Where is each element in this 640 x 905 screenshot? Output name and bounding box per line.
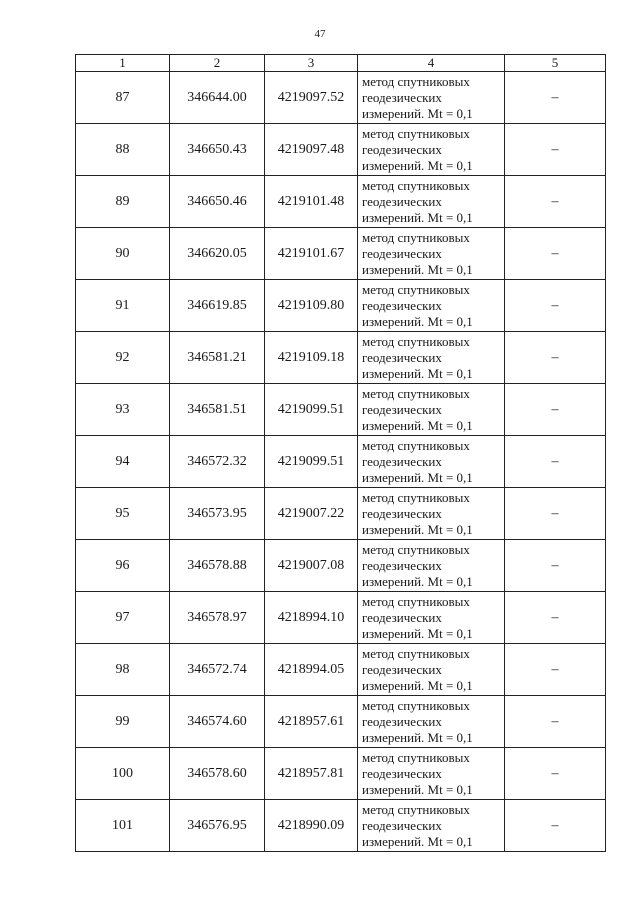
table-header [76,55,606,72]
method-line: геодезических [362,713,442,729]
method-line: измерений. Mt = 0,1 [362,365,473,381]
x-coordinate-cell: 346620.05 [170,228,265,280]
method-cell [358,644,505,696]
method-cell [358,592,505,644]
method-line: геодезических [362,89,442,105]
method-line: геодезических [362,245,442,261]
point-number-cell: 95 [76,488,170,540]
point-number-cell: 88 [76,124,170,176]
note-cell: – [505,384,606,436]
method-line: измерений. Mt = 0,1 [362,833,473,849]
x-coordinate-cell: 346574.60 [170,696,265,748]
method-cell [358,748,505,800]
x-coordinate-cell: 346619.85 [170,280,265,332]
method-line: геодезических [362,557,442,573]
method-line: измерений. Mt = 0,1 [362,209,473,225]
point-number-cell: 92 [76,332,170,384]
note-cell: – [505,644,606,696]
header-col-5: 5 [505,55,606,72]
method-line: метод спутниковых [362,801,470,817]
y-coordinate-cell: 4219109.80 [265,280,358,332]
note-cell: – [505,696,606,748]
point-number-cell: 93 [76,384,170,436]
method-line: метод спутниковых [362,125,470,141]
point-number-cell: 94 [76,436,170,488]
method-line: измерений. Mt = 0,1 [362,521,473,537]
y-coordinate-cell: 4218957.81 [265,748,358,800]
note-cell: – [505,540,606,592]
x-coordinate-cell: 346650.43 [170,124,265,176]
table-row [76,280,606,332]
y-coordinate-cell: 4219097.52 [265,72,358,124]
method-cell [358,280,505,332]
y-coordinate-cell: 4218957.61 [265,696,358,748]
point-number-cell: 89 [76,176,170,228]
x-coordinate-cell: 346572.74 [170,644,265,696]
method-cell [358,228,505,280]
note-cell: – [505,280,606,332]
coordinates-table [75,54,606,852]
method-line: метод спутниковых [362,281,470,297]
table-row [76,592,606,644]
method-line: геодезических [362,297,442,313]
table-row [76,72,606,124]
method-line: метод спутниковых [362,697,470,713]
y-coordinate-cell: 4218990.09 [265,800,358,852]
method-cell [358,384,505,436]
point-number-cell: 91 [76,280,170,332]
method-line: геодезических [362,453,442,469]
method-line: метод спутниковых [362,593,470,609]
x-coordinate-cell: 346576.95 [170,800,265,852]
table-row [76,800,606,852]
header-col-1: 1 [76,55,170,72]
table-row [76,332,606,384]
x-coordinate-cell: 346581.21 [170,332,265,384]
x-coordinate-cell: 346573.95 [170,488,265,540]
note-cell: – [505,124,606,176]
x-coordinate-cell: 346581.51 [170,384,265,436]
note-cell: – [505,332,606,384]
y-coordinate-cell: 4219109.18 [265,332,358,384]
table-row [76,176,606,228]
header-col-4: 4 [358,55,505,72]
method-line: метод спутниковых [362,177,470,193]
method-line: геодезических [362,505,442,521]
table-row [76,644,606,696]
point-number-cell: 90 [76,228,170,280]
method-line: измерений. Mt = 0,1 [362,157,473,173]
method-line: измерений. Mt = 0,1 [362,417,473,433]
y-coordinate-cell: 4219097.48 [265,124,358,176]
method-line: геодезических [362,817,442,833]
method-cell [358,800,505,852]
method-line: измерений. Mt = 0,1 [362,625,473,641]
point-number-cell: 97 [76,592,170,644]
method-line: измерений. Mt = 0,1 [362,261,473,277]
point-number-cell: 96 [76,540,170,592]
x-coordinate-cell: 346572.32 [170,436,265,488]
x-coordinate-cell: 346578.88 [170,540,265,592]
x-coordinate-cell: 346650.46 [170,176,265,228]
y-coordinate-cell: 4218994.05 [265,644,358,696]
y-coordinate-cell: 4219101.67 [265,228,358,280]
method-line: метод спутниковых [362,333,470,349]
method-line: метод спутниковых [362,229,470,245]
method-line: измерений. Mt = 0,1 [362,469,473,485]
method-line: геодезических [362,401,442,417]
method-line: измерений. Mt = 0,1 [362,729,473,745]
method-line: метод спутниковых [362,541,470,557]
method-line: метод спутниковых [362,645,470,661]
method-cell [358,124,505,176]
y-coordinate-cell: 4219099.51 [265,384,358,436]
point-number-cell: 101 [76,800,170,852]
method-line: измерений. Mt = 0,1 [362,105,473,121]
y-coordinate-cell: 4219101.48 [265,176,358,228]
header-col-3: 3 [265,55,358,72]
y-coordinate-cell: 4219007.22 [265,488,358,540]
y-coordinate-cell: 4219099.51 [265,436,358,488]
page-number: 47 [314,28,326,40]
x-coordinate-cell: 346578.97 [170,592,265,644]
table-row [76,228,606,280]
method-line: геодезических [362,141,442,157]
note-cell: – [505,72,606,124]
method-line: метод спутниковых [362,385,470,401]
method-line: измерений. Mt = 0,1 [362,573,473,589]
table-row [76,748,606,800]
point-number-cell: 87 [76,72,170,124]
note-cell: – [505,176,606,228]
table-row [76,384,606,436]
note-cell: – [505,748,606,800]
method-line: измерений. Mt = 0,1 [362,781,473,797]
header-col-2: 2 [170,55,265,72]
table-row [76,540,606,592]
method-line: геодезических [362,193,442,209]
method-line: метод спутниковых [362,489,470,505]
point-number-cell: 99 [76,696,170,748]
method-cell [358,488,505,540]
note-cell: – [505,488,606,540]
header-row [76,55,606,72]
table-row [76,696,606,748]
x-coordinate-cell: 346644.00 [170,72,265,124]
method-cell [358,436,505,488]
method-line: геодезических [362,661,442,677]
method-line: измерений. Mt = 0,1 [362,677,473,693]
table-row [76,436,606,488]
y-coordinate-cell: 4218994.10 [265,592,358,644]
note-cell: – [505,228,606,280]
method-line: геодезических [362,609,442,625]
method-line: измерений. Mt = 0,1 [362,313,473,329]
method-line: геодезических [362,765,442,781]
method-cell [358,540,505,592]
point-number-cell: 98 [76,644,170,696]
point-number-cell: 100 [76,748,170,800]
method-cell [358,176,505,228]
method-cell [358,696,505,748]
note-cell: – [505,436,606,488]
note-cell: – [505,592,606,644]
table-body [76,72,606,852]
method-cell [358,332,505,384]
method-line: метод спутниковых [362,437,470,453]
y-coordinate-cell: 4219007.08 [265,540,358,592]
table-row [76,124,606,176]
method-line: метод спутниковых [362,73,470,89]
note-cell: – [505,800,606,852]
method-line: геодезических [362,349,442,365]
table-row [76,488,606,540]
method-cell [358,72,505,124]
method-line: метод спутниковых [362,749,470,765]
x-coordinate-cell: 346578.60 [170,748,265,800]
